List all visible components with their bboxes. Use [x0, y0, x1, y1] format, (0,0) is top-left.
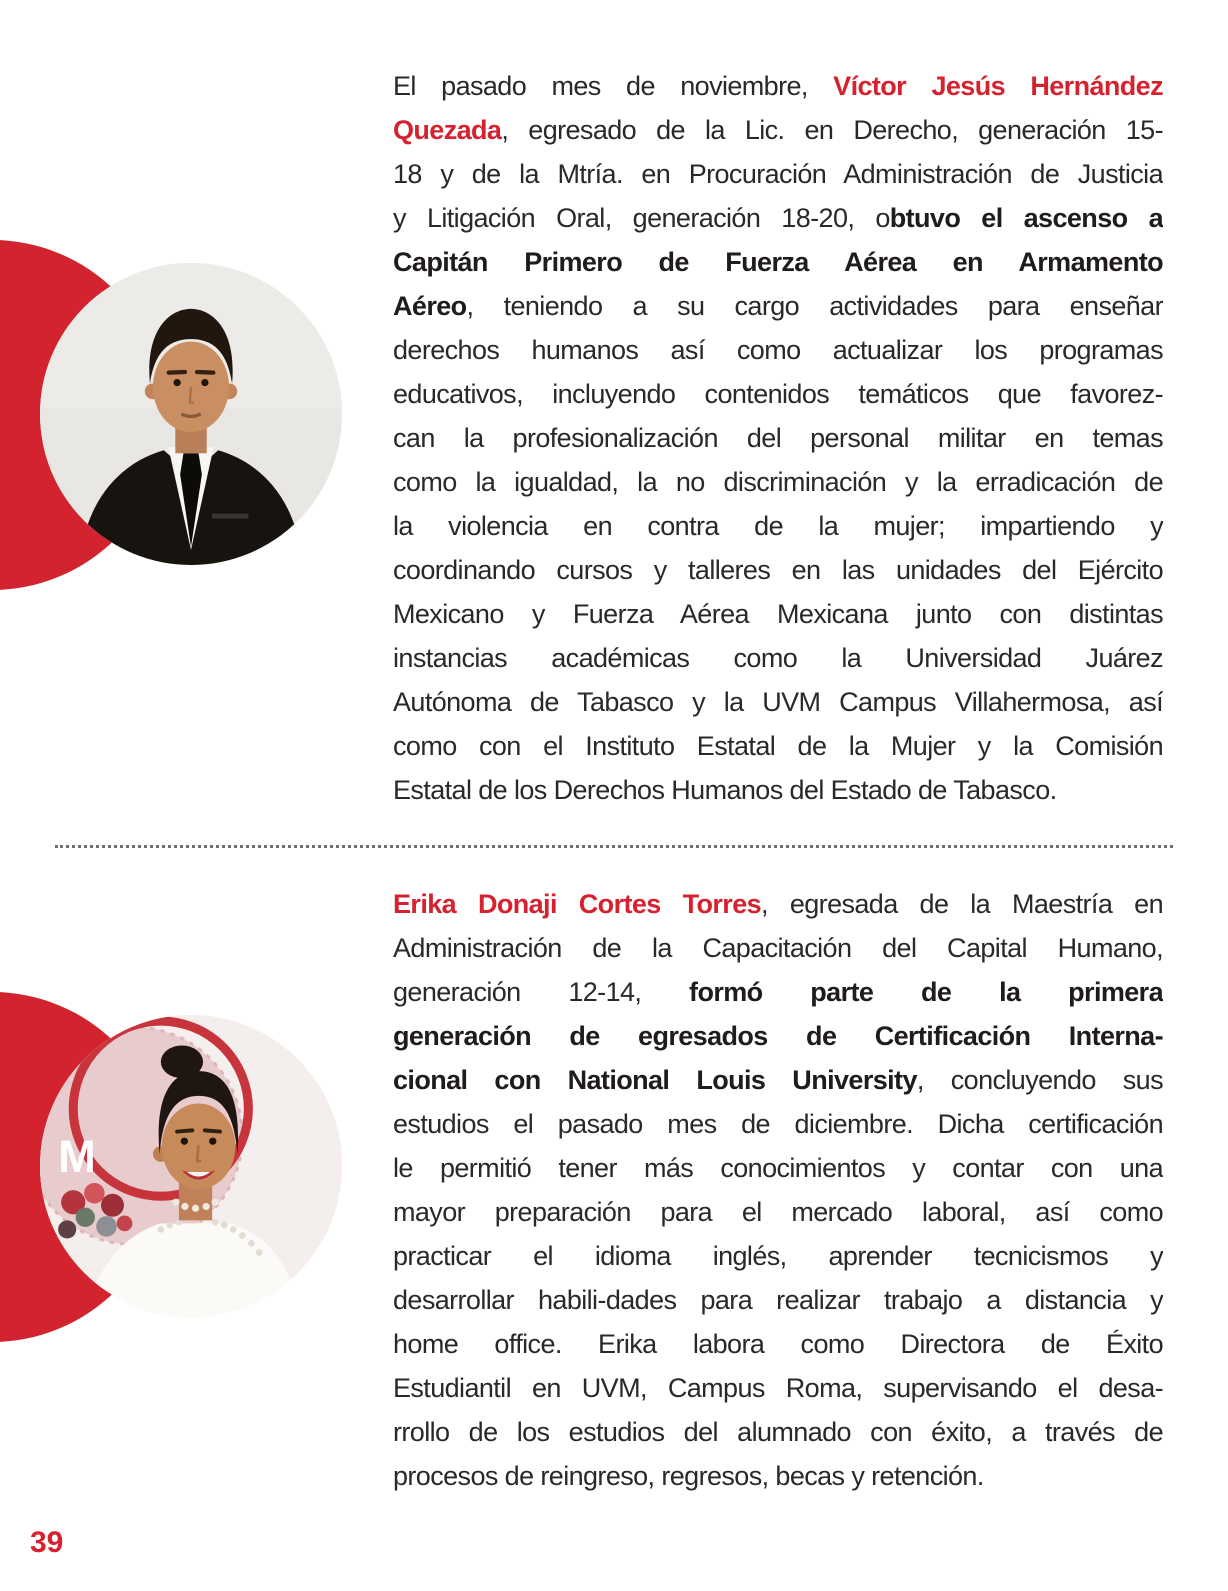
text-segment: El pasado mes de noviembre,	[393, 71, 834, 101]
alumni-name: Víctor Jesús Hernández	[833, 71, 1163, 101]
text-line	[393, 1322, 1163, 1366]
text-segment: can la profesionalización del personal militar en temas	[393, 423, 1163, 453]
text-segment: le permitió tener más conocimientos y contar con una	[393, 1153, 1163, 1183]
dotted-separator	[55, 845, 1173, 848]
portrait-photo-victor	[40, 263, 342, 565]
text-segment: cional con National Louis University	[393, 1065, 917, 1095]
alumni-name: Quezada	[393, 115, 502, 145]
text-line	[393, 372, 1163, 416]
text-line	[393, 592, 1163, 636]
text-line	[393, 548, 1163, 592]
text-segment: Capitán Primero de Fuerza Aérea en Armamento	[393, 247, 1163, 277]
article-text-erika	[393, 882, 1163, 1498]
text-line	[393, 1454, 1163, 1498]
text-segment: instancias académicas como la Universidad Juárez	[393, 643, 1163, 673]
portrait-photo-erika	[40, 1015, 342, 1317]
text-segment: Mexicano y Fuerza Aérea Mexicana junto con distintas	[393, 599, 1163, 629]
text-line	[393, 882, 1163, 926]
text-line	[393, 636, 1163, 680]
text-line	[393, 768, 1163, 812]
text-line	[393, 504, 1163, 548]
text-segment: formó parte de la primera	[689, 977, 1163, 1007]
text-line	[393, 1058, 1163, 1102]
text-line	[393, 724, 1163, 768]
text-segment: mayor preparación para el mercado laboral, así como	[393, 1197, 1163, 1227]
text-segment: procesos de reingreso, regresos, becas y retención.	[393, 1461, 984, 1491]
page-number: 39	[30, 1526, 64, 1559]
article-text-victor	[393, 64, 1163, 812]
text-line	[393, 1190, 1163, 1234]
photo-composition-erika	[0, 992, 348, 1344]
text-line	[393, 108, 1163, 152]
text-segment: y Litigación Oral, generación 18-20, o	[393, 203, 890, 233]
text-line	[393, 328, 1163, 372]
text-segment: como con el Instituto Estatal de la Mujer y la Comisión	[393, 731, 1163, 761]
text-line	[393, 1146, 1163, 1190]
text-segment: Estudiantil en UVM, Campus Roma, supervisando el desa-	[393, 1373, 1163, 1403]
text-segment: , teniendo a su cargo actividades para enseñar	[466, 291, 1163, 321]
text-segment: Estatal de los Derechos Humanos del Estado de Tabasco.	[393, 775, 1057, 805]
text-segment: generación de egresados de Certificación Interna-	[393, 1021, 1163, 1051]
alumni-name: Erika Donaji Cortes Torres	[393, 889, 762, 919]
text-line	[393, 926, 1163, 970]
text-line	[393, 1410, 1163, 1454]
text-line	[393, 460, 1163, 504]
text-segment: generación 12-14,	[393, 977, 690, 1007]
text-line	[393, 1234, 1163, 1278]
text-segment: coordinando cursos y talleres en las unidades del Ejército	[393, 555, 1163, 585]
text-segment: rrollo de los estudios del alumnado con éxito, a través de	[393, 1417, 1163, 1447]
text-segment: , egresada de la Maestría en	[761, 889, 1163, 919]
text-segment: derechos humanos así como actualizar los programas	[393, 335, 1163, 365]
text-line	[393, 152, 1163, 196]
text-segment: desarrollar habili-dades para realizar trabajo a distancia y	[393, 1285, 1163, 1315]
text-line	[393, 64, 1163, 108]
text-segment: 18 y de la Mtría. en Procuración Administración de Justicia	[393, 159, 1163, 189]
woman-portrait-illustration	[40, 1015, 342, 1317]
text-line	[393, 970, 1163, 1014]
text-segment: , concluyendo sus	[916, 1065, 1163, 1095]
text-segment: educativos, incluyendo contenidos temáticos que favorez-	[393, 379, 1163, 409]
text-line	[393, 680, 1163, 724]
text-segment: como la igualdad, la no discriminación y la erradicación de	[393, 467, 1163, 497]
text-segment: estudios el pasado mes de diciembre. Dicha certificación	[393, 1109, 1163, 1139]
text-segment: Administración de la Capacitación del Capital Humano,	[393, 933, 1163, 963]
text-segment: , egresado de la Lic. en Derecho, generación 15-	[501, 115, 1163, 145]
text-line	[393, 1014, 1163, 1058]
text-segment: Aéreo	[393, 291, 467, 321]
text-line	[393, 1102, 1163, 1146]
text-segment: home office. Erika labora como Directora de Éxito	[393, 1329, 1163, 1359]
text-segment: Autónoma de Tabasco y la UVM Campus Villahermosa, así	[393, 687, 1163, 717]
text-segment: la violencia en contra de la mujer; impartiendo y	[393, 511, 1163, 541]
text-line	[393, 284, 1163, 328]
text-line	[393, 416, 1163, 460]
photo-composition-victor	[0, 240, 348, 592]
svg-text:M: M	[58, 1131, 96, 1183]
text-line	[393, 240, 1163, 284]
text-segment: btuvo el ascenso a	[889, 203, 1163, 233]
text-line	[393, 1278, 1163, 1322]
text-segment: practicar el idioma inglés, aprender tecnicismos y	[393, 1241, 1163, 1271]
text-line	[393, 1366, 1163, 1410]
man-portrait-illustration	[40, 263, 342, 565]
text-line	[393, 196, 1163, 240]
